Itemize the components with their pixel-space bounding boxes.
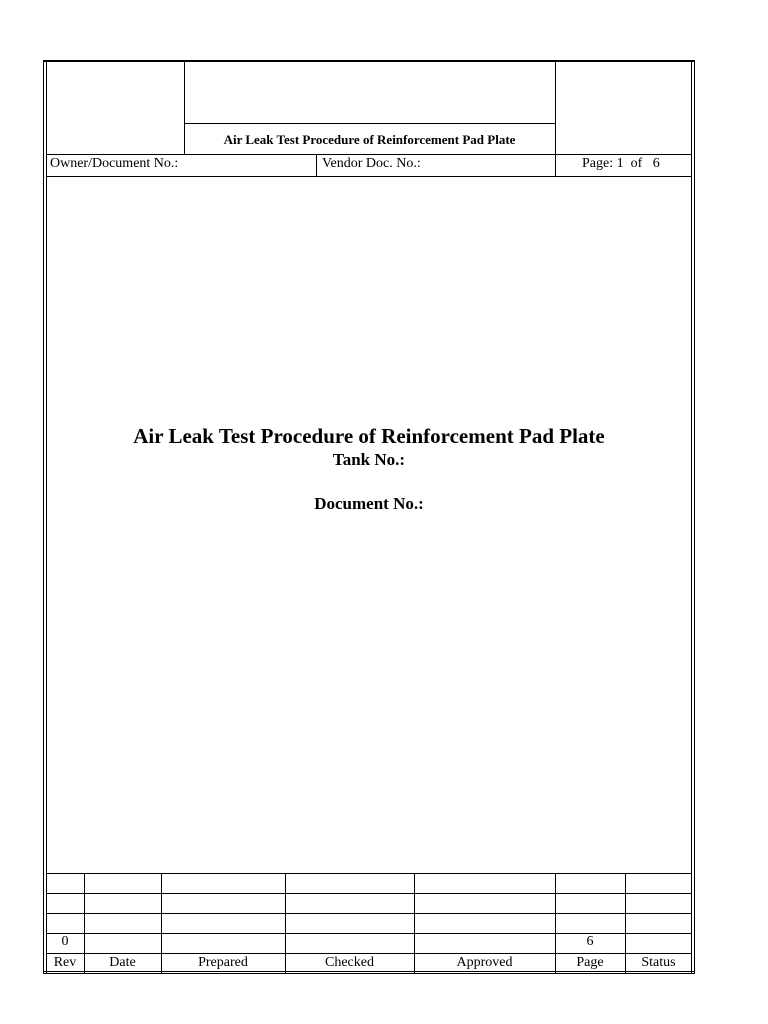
header-row-bottom-rule	[46, 176, 692, 177]
column-header-page: Page	[576, 955, 604, 970]
vendor-doc-no-label: Vendor Doc. No.:	[322, 156, 421, 171]
column-header-rev: Rev	[53, 955, 77, 970]
document-no-label: Document No.:	[314, 494, 424, 513]
document-main-title: Air Leak Test Procedure of Reinforcement Pad Plate	[133, 424, 605, 448]
owner-document-no-label: Owner/Document No.:	[50, 156, 179, 171]
header-row-divider-2	[555, 154, 556, 176]
revision-number-cell: 0	[61, 934, 69, 949]
revision-table-rule-1	[46, 873, 692, 874]
column-header-status: Status	[641, 955, 676, 970]
bottom-border-outer	[43, 973, 695, 974]
bottom-border-inner	[43, 971, 695, 972]
header-row-divider-1	[316, 154, 317, 176]
revision-table-rule-5	[46, 953, 692, 954]
header-document-title: Air Leak Test Procedure of Reinforcement Pad Plate	[223, 132, 516, 147]
top-border	[43, 60, 695, 62]
tank-no-label: Tank No.:	[332, 450, 406, 469]
column-header-checked: Checked	[325, 955, 374, 970]
revision-table-rule-2	[46, 893, 692, 894]
page-count-label: Page: 1 of 6	[582, 156, 660, 171]
header-title-rule	[184, 123, 555, 124]
revision-page-cell: 6	[586, 934, 594, 949]
header-row-top-rule	[46, 154, 692, 155]
header-divider-right	[555, 61, 556, 155]
revision-table-rule-3	[46, 913, 692, 914]
frame-inner-border	[46, 60, 692, 974]
column-header-prepared: Prepared	[198, 955, 248, 970]
column-header-approved: Approved	[456, 955, 513, 970]
column-header-date: Date	[109, 955, 136, 970]
